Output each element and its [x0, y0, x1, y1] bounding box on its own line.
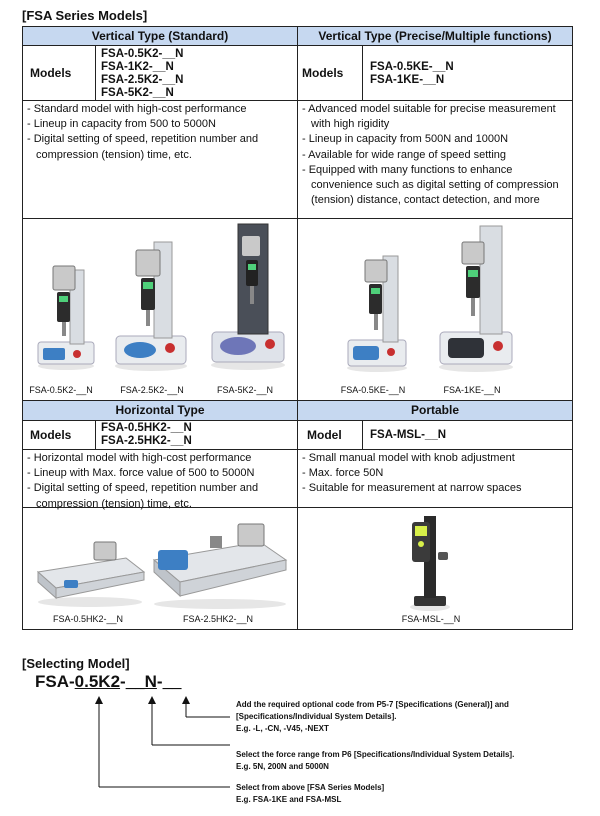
model-name: FSA-5K2-__N	[101, 87, 174, 99]
product-caption: FSA-0.5K2-__N	[29, 385, 93, 395]
model-name: FSA-1K2-__N	[101, 61, 174, 73]
vertical-standard-description: - Standard model with high-cost performance - Lineup in capacity from 500 to 5000N - Digital setting of speed, repetition number and compression (tension) time, etc.	[27, 103, 259, 161]
note-option: Add the required optional code from P5-7 [Specifications (General)] and [Specifications/Individual System Details]. E.g. -L, -CN, -V45, -NEXT	[236, 700, 509, 733]
portable-header: Portable	[297, 400, 573, 421]
product-caption: FSA-0.5HK2-__N	[52, 614, 124, 624]
models-label: Models	[30, 428, 72, 442]
code-model-part: 0.5K2	[74, 672, 121, 691]
product-caption: FSA-0.5KE-__N	[340, 385, 406, 395]
product-caption: FSA-1KE-__N	[443, 385, 501, 395]
horizontal-header: Horizontal Type	[22, 400, 298, 421]
product-caption: FSA-5K2-__N	[216, 385, 274, 395]
note-range: Select the force range from P6 [Specifications/Individual System Details]. E.g. 5N, 200N and 5000N	[236, 750, 515, 771]
vertical-precise-description: - Advanced model suitable for precise measurement with high rigidity - Lineup in capacity from 500N and 1000N - Available for wide range of speed setting - Equipped with many functions to enhance convenience such as digital setting of compression (tension) distance, contact detection, and more	[302, 103, 559, 207]
models-label: Models	[302, 66, 344, 80]
models-label: Models	[30, 66, 72, 80]
product-caption: FSA-MSL-__N	[401, 614, 461, 624]
note-model: Select from above [FSA Series Models] E.g. FSA-1KE and FSA-MSL	[236, 783, 385, 804]
model-name: FSA-1KE-__N	[370, 74, 445, 86]
code-dash: -	[156, 672, 163, 691]
model-name: FSA-2.5HK2-__N	[101, 435, 192, 447]
model-name: FSA-0.5HK2-__N	[101, 422, 192, 434]
code-dash: -	[120, 672, 126, 691]
model-label: Model	[307, 428, 342, 442]
product-caption: FSA-2.5K2-__N	[120, 385, 184, 395]
page-title: [FSA Series Models]	[22, 8, 148, 23]
portable-model: FSA-MSL-__N	[370, 429, 447, 441]
model-name: FSA-0.5K2-__N	[101, 48, 184, 60]
product-caption: FSA-2.5HK2-__N	[182, 614, 254, 624]
vertical-precise-header: Vertical Type (Precise/Multiple functions)	[297, 26, 573, 46]
model-name: FSA-0.5KE-__N	[370, 61, 454, 73]
code-option-part: __	[162, 672, 182, 691]
horizontal-description: - Horizontal model with high-cost performance - Lineup with Max. force value of 500 to 5000N - Digital setting of speed, repetition number and compression (tension) time, etc.	[27, 452, 259, 510]
code-range-part: __N	[125, 672, 157, 691]
model-name: FSA-2.5K2-__N	[101, 74, 184, 86]
code-prefix: FSA-	[35, 672, 75, 691]
portable-description: - Small manual model with knob adjustment - Max. force 50N - Suitable for measurement at narrow spaces	[302, 452, 522, 495]
vertical-standard-header: Vertical Type (Standard)	[22, 26, 298, 46]
selecting-model-title: [Selecting Model]	[22, 656, 130, 671]
